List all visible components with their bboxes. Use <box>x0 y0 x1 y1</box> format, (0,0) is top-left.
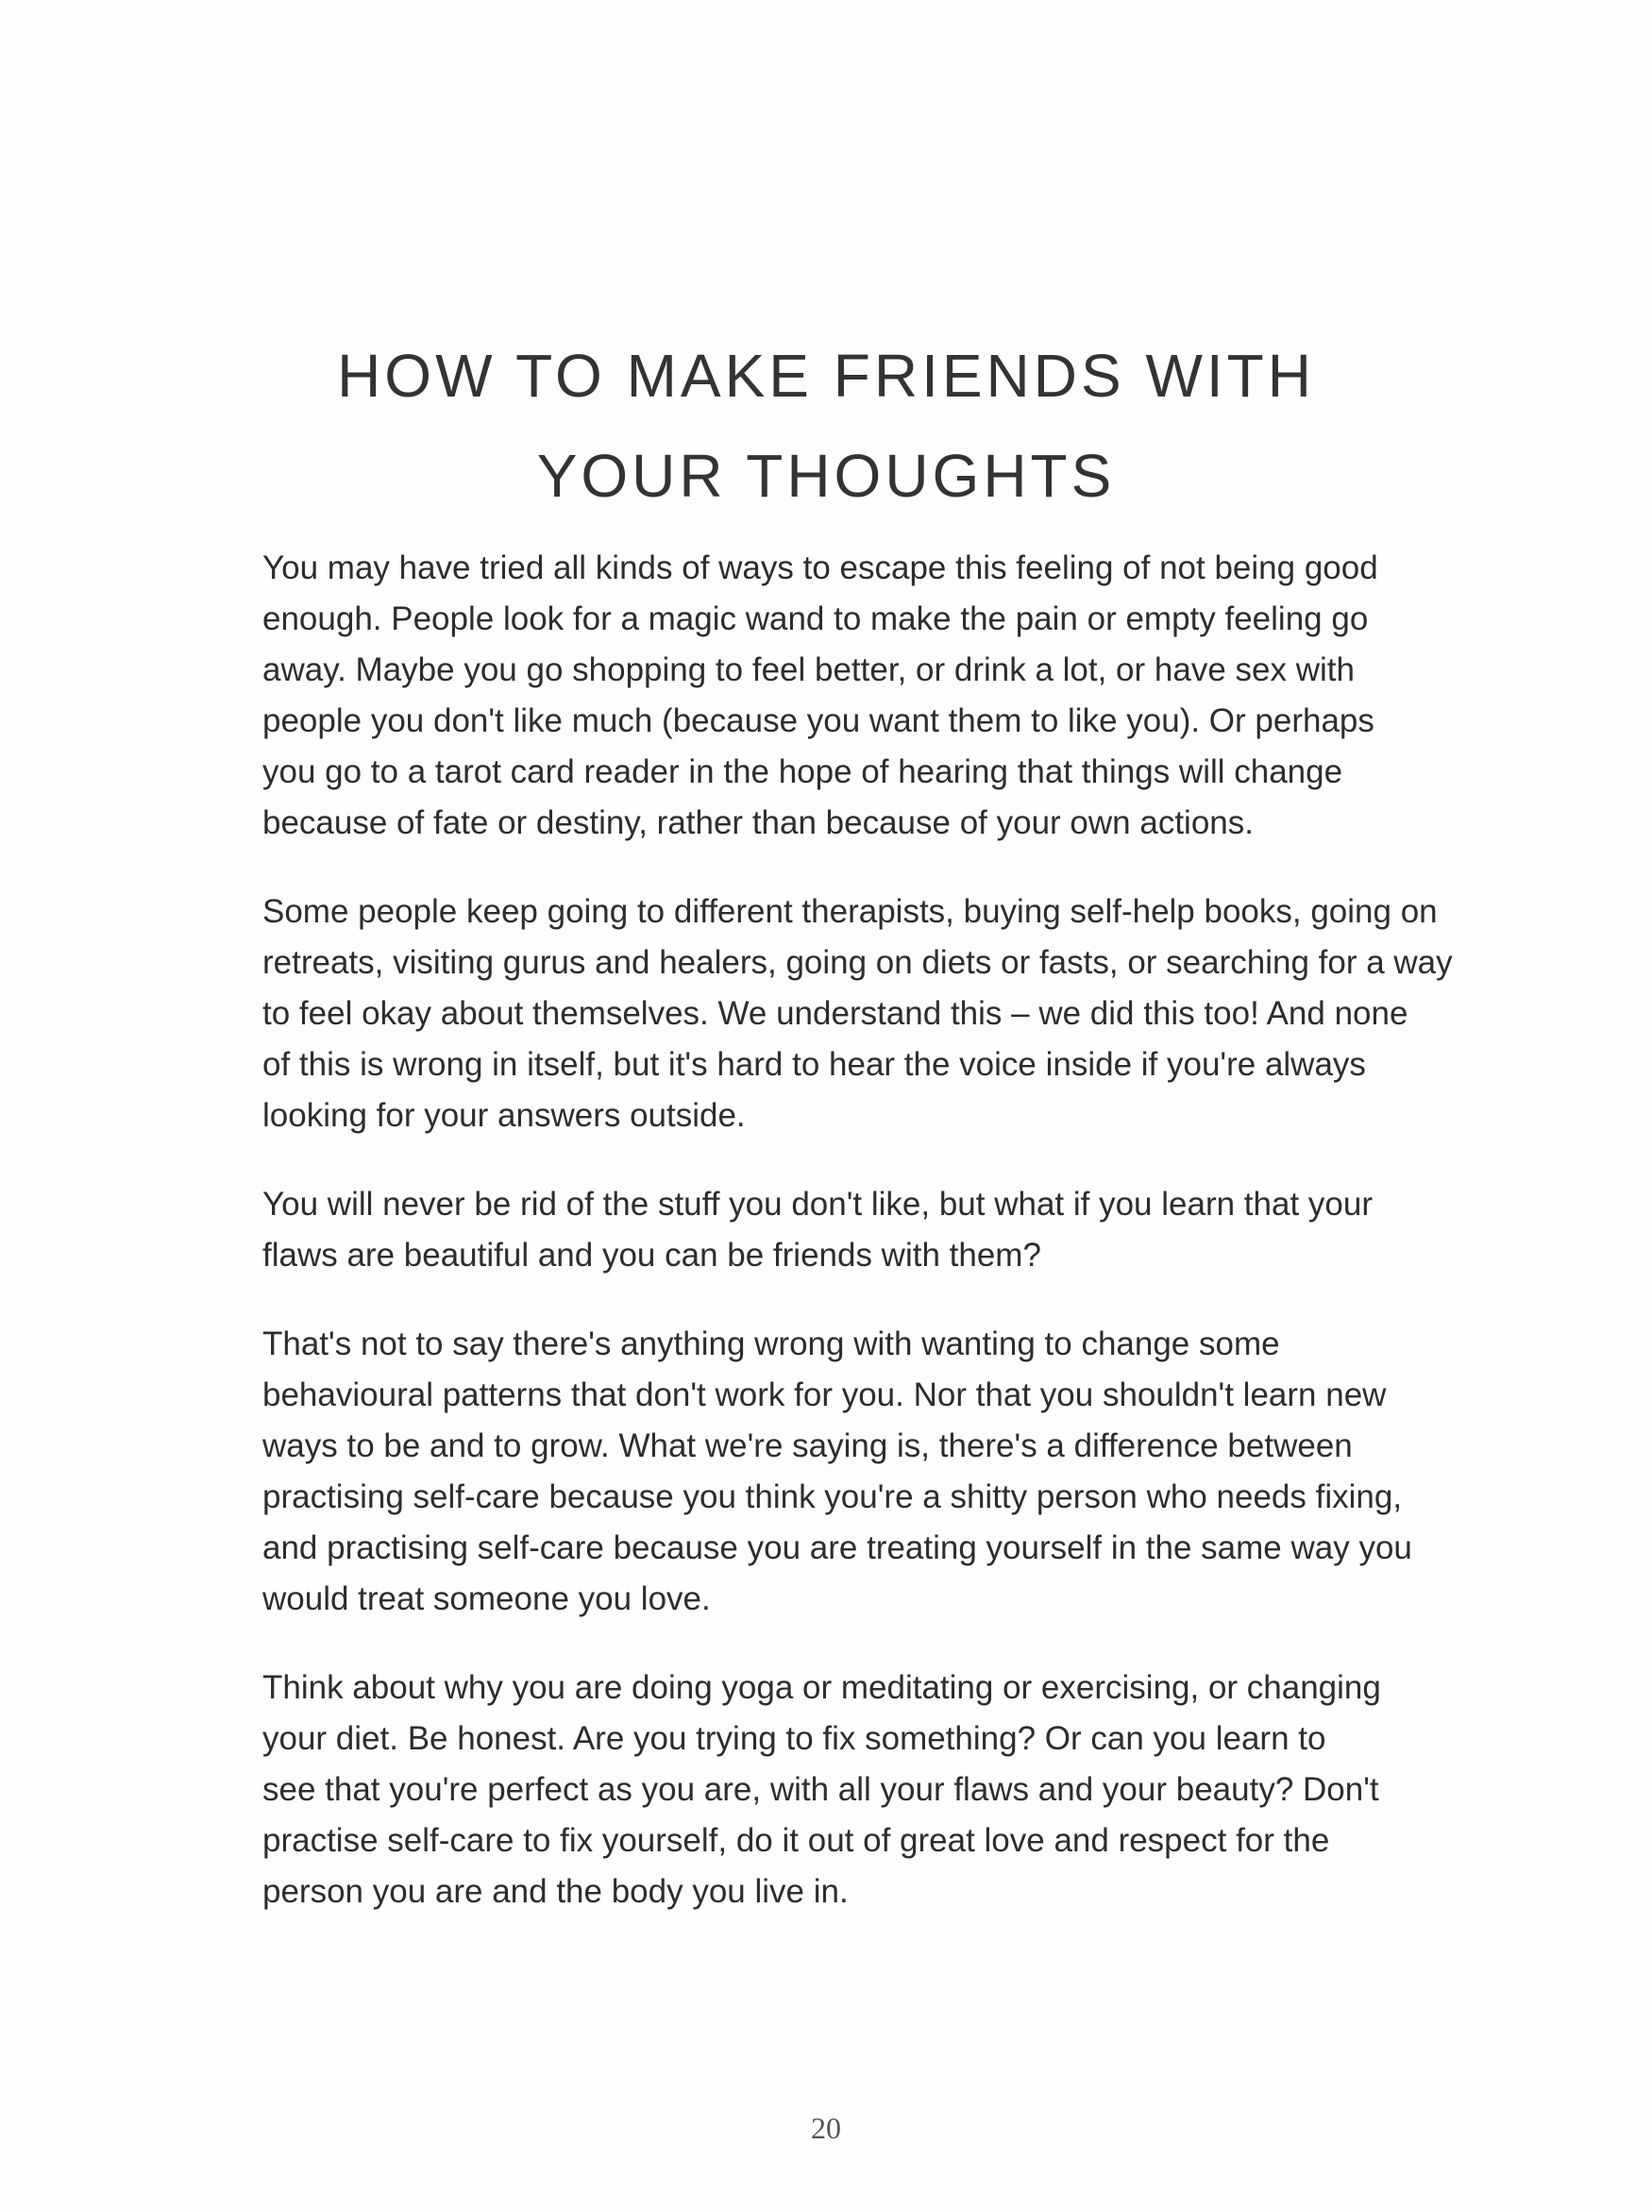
paragraph-1 <box>262 543 1490 849</box>
paragraph-4 <box>262 1319 1490 1625</box>
paragraph-line: you go to a tarot card reader in the hope of hearing that things will change <box>262 753 1343 790</box>
heading-line-2: YOUR THOUGHTS <box>536 442 1116 510</box>
paragraph-line: practising self-care because you think you're a shitty person who needs fixing, <box>262 1478 1403 1515</box>
paragraph-line: Think about why you are doing yoga or meditating or exercising, or changing <box>262 1669 1381 1706</box>
paragraph-line: to feel okay about themselves. We understand this – we did this too! And none <box>262 995 1408 1032</box>
page-number: 20 <box>811 2111 841 2145</box>
chapter-heading <box>264 326 1388 526</box>
paragraph-line: away. Maybe you go shopping to feel better, or drink a lot, or have sex with <box>262 651 1355 688</box>
paragraph-line: would treat someone you love. <box>262 1580 711 1617</box>
paragraph-line: You will never be rid of the stuff you don't like, but what if you learn that your <box>262 1186 1373 1223</box>
paragraph-line: person you are and the body you live in. <box>262 1873 849 1910</box>
paragraph-line: behavioural patterns that don't work for you. Nor that you shouldn't learn new <box>262 1376 1387 1413</box>
paragraph-line: flaws are beautiful and you can be friends with them? <box>262 1237 1041 1274</box>
paragraph-line: because of fate or destiny, rather than because of your own actions. <box>262 804 1254 841</box>
paragraph-line: That's not to say there's anything wrong with wanting to change some <box>262 1326 1280 1362</box>
body-text <box>262 543 1490 1955</box>
paragraph-line: people you don't like much (because you want them to like you). Or perhaps <box>262 702 1374 739</box>
paragraph-3 <box>262 1179 1490 1281</box>
paragraph-line: You may have tried all kinds of ways to escape this feeling of not being good <box>262 549 1378 586</box>
paragraph-2 <box>262 886 1490 1141</box>
paragraph-line: enough. People look for a magic wand to make the pain or empty feeling go <box>262 600 1369 637</box>
heading-line-1: HOW TO MAKE FRIENDS WITH <box>337 342 1315 410</box>
paragraph-line: your diet. Be honest. Are you trying to fix something? Or can you learn to <box>262 1720 1326 1757</box>
paragraph-line: retreats, visiting gurus and healers, going on diets or fasts, or searching for a way <box>262 944 1453 981</box>
paragraph-line: practise self-care to fix yourself, do it out of great love and respect for the <box>262 1822 1330 1859</box>
paragraph-line: of this is wrong in itself, but it's hard to hear the voice inside if you're always <box>262 1046 1366 1083</box>
paragraph-5 <box>262 1663 1490 1917</box>
paragraph-line: Some people keep going to different therapists, buying self-help books, going on <box>262 893 1438 930</box>
paragraph-line: and practising self-care because you are treating yourself in the same way you <box>262 1529 1412 1566</box>
paragraph-line: see that you're perfect as you are, with all your flaws and your beauty? Don't <box>262 1771 1379 1808</box>
paragraph-line: ways to be and to grow. What we're saying is, there's a difference between <box>262 1427 1353 1464</box>
paragraph-line: looking for your answers outside. <box>262 1097 746 1134</box>
